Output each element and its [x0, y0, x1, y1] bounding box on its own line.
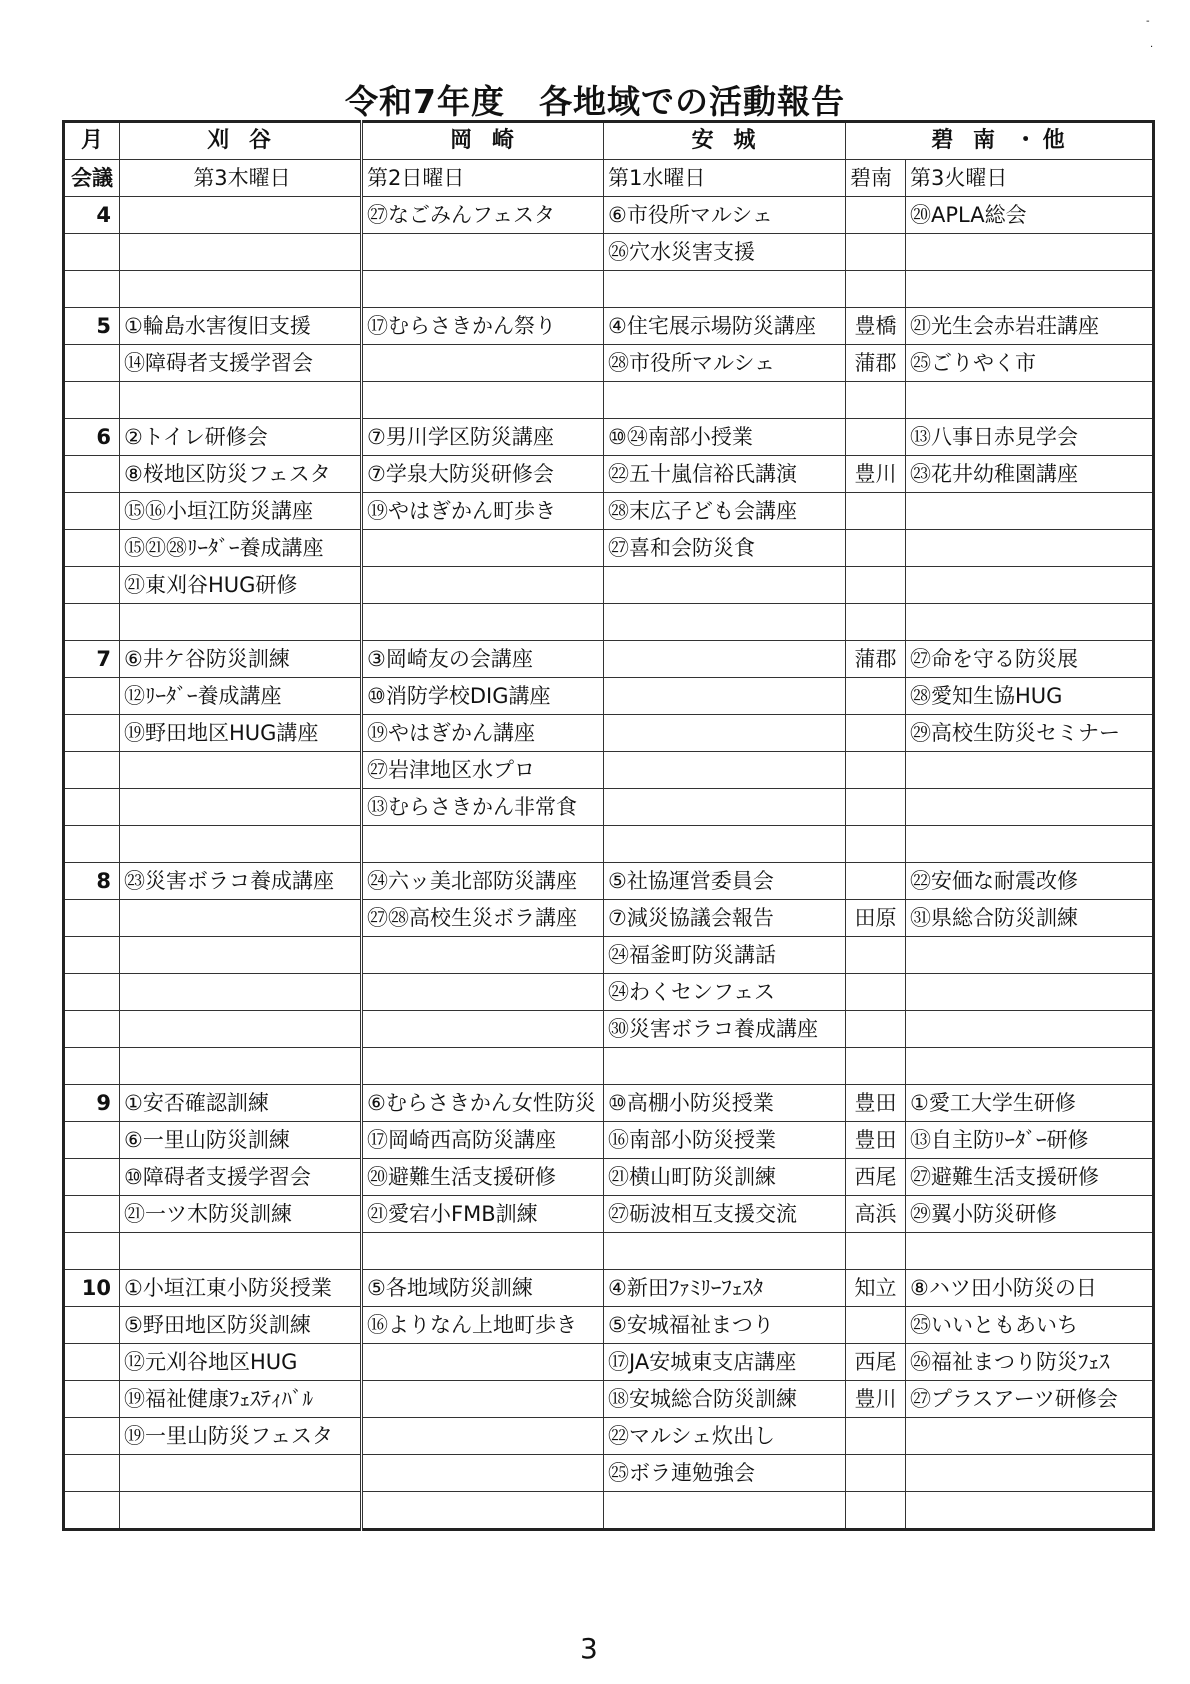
anjo-cell [604, 604, 846, 641]
other-area-cell [846, 1048, 906, 1085]
anjo-cell: ㉕ボラ連勉強会 [604, 1455, 846, 1492]
anjo-cell: ㉒マルシェ炊出し [604, 1418, 846, 1455]
anjo-cell [604, 789, 846, 826]
other-area-cell [846, 604, 906, 641]
kariya-cell: ⑩障碍者支援学習会 [120, 1159, 362, 1196]
kariya-cell: ⑫元刈谷地区HUG [120, 1344, 362, 1381]
month-cell: 7 [64, 641, 120, 678]
anjo-cell [604, 382, 846, 419]
month-cell [64, 1233, 120, 1270]
other-event-cell: ⑧ハツ田小防災の日 [906, 1270, 1154, 1307]
other-event-cell: ㉙翼小防災研修 [906, 1196, 1154, 1233]
other-area-cell: 西尾 [846, 1159, 906, 1196]
other-event-cell: ㉕ごりやく市 [906, 345, 1154, 382]
anjo-cell: ⑩高棚小防災授業 [604, 1085, 846, 1122]
month-cell [64, 752, 120, 789]
kariya-header: 刈 谷 [120, 122, 362, 160]
other-area-cell [846, 1307, 906, 1344]
table-row [64, 826, 1154, 863]
okazaki-cell [362, 604, 604, 641]
hekinan-header: 碧 南 ・他 [846, 122, 1154, 160]
anjo-meeting: 第1水曜日 [604, 160, 846, 197]
other-event-cell: ㉓花井幼稚園講座 [906, 456, 1154, 493]
other-area-cell [846, 1492, 906, 1530]
other-area-cell [846, 419, 906, 456]
month-cell [64, 234, 120, 271]
okazaki-cell [362, 234, 604, 271]
other-area-cell [846, 789, 906, 826]
other-area-cell: 高浜 [846, 1196, 906, 1233]
header-row [64, 122, 1154, 160]
table-row [64, 863, 1154, 900]
kariya-cell [120, 826, 362, 863]
kariya-cell: ⑭障碍者支援学習会 [120, 345, 362, 382]
other-event-cell [906, 752, 1154, 789]
anjo-header: 安 城 [604, 122, 846, 160]
okazaki-cell: ⑦男川学区防災講座 [362, 419, 604, 456]
other-event-cell: ⑬自主防ﾘｰﾀﾞｰ研修 [906, 1122, 1154, 1159]
okazaki-cell [362, 271, 604, 308]
anjo-cell: ㉔わくセンフェス [604, 974, 846, 1011]
other-event-cell: ①愛工大学生研修 [906, 1085, 1154, 1122]
other-event-cell [906, 1233, 1154, 1270]
month-cell: 8 [64, 863, 120, 900]
other-event-cell [906, 1455, 1154, 1492]
other-area-cell: 知立 [846, 1270, 906, 1307]
okazaki-cell [362, 1492, 604, 1530]
month-cell [64, 1048, 120, 1085]
page-title: 令和7年度 各地域での活動報告 [345, 82, 845, 121]
kariya-cell: ⑮㉑㉘ﾘｰﾀﾞｰ養成講座 [120, 530, 362, 567]
okazaki-cell [362, 1233, 604, 1270]
table-row [64, 345, 1154, 382]
kariya-cell [120, 752, 362, 789]
kariya-cell [120, 382, 362, 419]
other-area-cell: 豊田 [846, 1085, 906, 1122]
month-cell: 4 [64, 197, 120, 234]
month-cell [64, 1344, 120, 1381]
other-area-cell: 豊川 [846, 456, 906, 493]
other-event-cell [906, 789, 1154, 826]
anjo-cell: ㉔福釜町防災講話 [604, 937, 846, 974]
kariya-cell [120, 197, 362, 234]
month-cell [64, 1011, 120, 1048]
other-area-cell [846, 1011, 906, 1048]
okazaki-cell: ⑲やはぎかん町歩き [362, 493, 604, 530]
other-event-cell [906, 271, 1154, 308]
other-area-cell [846, 715, 906, 752]
other-event-cell [906, 530, 1154, 567]
other-meeting: 第3火曜日 [906, 160, 1154, 197]
okazaki-header: 岡 崎 [362, 122, 604, 160]
anjo-cell: ④新田ﾌｧﾐﾘｰﾌｪｽﾀ [604, 1270, 846, 1307]
other-area-cell: 蒲郡 [846, 641, 906, 678]
anjo-cell [604, 752, 846, 789]
kariya-cell [120, 974, 362, 1011]
other-area-cell [846, 826, 906, 863]
kariya-cell: ①輪島水害復旧支援 [120, 308, 362, 345]
okazaki-cell [362, 937, 604, 974]
kariya-meeting: 第3木曜日 [120, 160, 362, 197]
other-area-cell: 蒲郡 [846, 345, 906, 382]
other-area-cell [846, 1233, 906, 1270]
month-cell [64, 1122, 120, 1159]
other-area-cell: 田原 [846, 900, 906, 937]
table-row [64, 234, 1154, 271]
month-cell [64, 1492, 120, 1530]
table-row [64, 1011, 1154, 1048]
month-cell [64, 1418, 120, 1455]
other-event-cell: ㉗避難生活支援研修 [906, 1159, 1154, 1196]
other-area-cell [846, 567, 906, 604]
month-cell [64, 456, 120, 493]
anjo-cell [604, 678, 846, 715]
okazaki-cell: ⑥むらさきかん女性防災 [362, 1085, 604, 1122]
other-event-cell [906, 1048, 1154, 1085]
anjo-cell: ⑩㉔南部小授業 [604, 419, 846, 456]
other-area-cell [846, 234, 906, 271]
kariya-cell [120, 937, 362, 974]
okazaki-cell: ㉑愛宕小FMB訓練 [362, 1196, 604, 1233]
anjo-cell: ④住宅展示場防災講座 [604, 308, 846, 345]
kariya-cell: ①安否確認訓練 [120, 1085, 362, 1122]
okazaki-cell [362, 345, 604, 382]
kariya-cell: ⑥井ケ谷防災訓練 [120, 641, 362, 678]
anjo-cell [604, 1048, 846, 1085]
kariya-cell: ㉑東刈谷HUG研修 [120, 567, 362, 604]
anjo-cell: ㉘市役所マルシェ [604, 345, 846, 382]
page-number: 3 [580, 1632, 598, 1665]
other-event-cell: ㉛県総合防災訓練 [906, 900, 1154, 937]
kariya-cell: ⑧桜地区防災フェスタ [120, 456, 362, 493]
okazaki-cell: ⑩消防学校DIG講座 [362, 678, 604, 715]
other-event-cell [906, 604, 1154, 641]
anjo-cell: ㉑横山町防災訓練 [604, 1159, 846, 1196]
table-body [64, 122, 1154, 1530]
other-area-cell [846, 974, 906, 1011]
kariya-cell: ⑮⑯小垣江防災講座 [120, 493, 362, 530]
okazaki-cell: ⑰岡崎西高防災講座 [362, 1122, 604, 1159]
okazaki-cell [362, 382, 604, 419]
kariya-cell [120, 234, 362, 271]
other-event-cell [906, 1418, 1154, 1455]
month-cell [64, 1196, 120, 1233]
other-event-cell [906, 937, 1154, 974]
month-cell [64, 826, 120, 863]
anjo-cell: ㉚災害ボラコ養成講座 [604, 1011, 846, 1048]
kariya-cell [120, 604, 362, 641]
other-area-cell: 豊川 [846, 1381, 906, 1418]
scan-mark: - [1146, 16, 1150, 27]
table-row [64, 1048, 1154, 1085]
other-area-cell [846, 382, 906, 419]
month-cell [64, 678, 120, 715]
other-event-cell: ⑳APLA総会 [906, 197, 1154, 234]
table-row [64, 752, 1154, 789]
table-row [64, 567, 1154, 604]
kariya-cell: ⑫ﾘｰﾀﾞｰ養成講座 [120, 678, 362, 715]
anjo-cell [604, 641, 846, 678]
okazaki-cell: ㉔六ッ美北部防災講座 [362, 863, 604, 900]
kariya-cell [120, 1011, 362, 1048]
okazaki-cell: ㉗㉘高校生災ボラ講座 [362, 900, 604, 937]
other-event-cell: ⑬八事日赤見学会 [906, 419, 1154, 456]
table-row [64, 715, 1154, 752]
kariya-cell: ⑥一里山防災訓練 [120, 1122, 362, 1159]
other-event-cell [906, 567, 1154, 604]
table-row [64, 1085, 1154, 1122]
table-row [64, 1418, 1154, 1455]
kariya-cell: ⑲野田地区HUG講座 [120, 715, 362, 752]
kariya-cell [120, 1455, 362, 1492]
okazaki-cell: ⑰むらさきかん祭り [362, 308, 604, 345]
month-cell [64, 567, 120, 604]
anjo-cell [604, 1492, 846, 1530]
anjo-cell: ⑦減災協議会報告 [604, 900, 846, 937]
table-row [64, 1344, 1154, 1381]
okazaki-cell [362, 1455, 604, 1492]
table-row [64, 1492, 1154, 1530]
other-event-cell [906, 234, 1154, 271]
kariya-cell [120, 900, 362, 937]
month-cell [64, 1307, 120, 1344]
other-event-cell: ㉕いいともあいち [906, 1307, 1154, 1344]
kariya-cell [120, 271, 362, 308]
okazaki-cell: ⑳避難生活支援研修 [362, 1159, 604, 1196]
anjo-cell: ㉗喜和会防災食 [604, 530, 846, 567]
okazaki-cell [362, 567, 604, 604]
table-row [64, 530, 1154, 567]
table-row [64, 419, 1154, 456]
meeting-row [64, 160, 1154, 197]
table-row [64, 1233, 1154, 1270]
table-row [64, 271, 1154, 308]
other-event-cell: ㉗命を守る防災展 [906, 641, 1154, 678]
okazaki-cell: ⑦学泉大防災研修会 [362, 456, 604, 493]
month-cell [64, 937, 120, 974]
okazaki-cell: ⑯よりなん上地町歩き [362, 1307, 604, 1344]
other-area-cell: 豊橋 [846, 308, 906, 345]
table-row [64, 1270, 1154, 1307]
okazaki-cell: ⑤各地域防災訓練 [362, 1270, 604, 1307]
month-cell [64, 1381, 120, 1418]
anjo-cell: ㉒五十嵐信裕氏講演 [604, 456, 846, 493]
month-cell: 5 [64, 308, 120, 345]
other-event-cell [906, 382, 1154, 419]
month-cell [64, 900, 120, 937]
okazaki-cell [362, 1418, 604, 1455]
month-cell: 10 [64, 1270, 120, 1307]
other-area-cell: 豊田 [846, 1122, 906, 1159]
anjo-cell [604, 826, 846, 863]
other-event-cell [906, 1492, 1154, 1530]
other-area-cell [846, 271, 906, 308]
anjo-cell: ㉗砺波相互支援交流 [604, 1196, 846, 1233]
kariya-cell: ⑲一里山防災フェスタ [120, 1418, 362, 1455]
kariya-cell: ㉑一ツ木防災訓練 [120, 1196, 362, 1233]
month-cell [64, 493, 120, 530]
okazaki-cell: ③岡崎友の会講座 [362, 641, 604, 678]
other-event-cell: ㉖福祉まつり防災ﾌｪｽ [906, 1344, 1154, 1381]
other-event-cell [906, 974, 1154, 1011]
table-row [64, 1381, 1154, 1418]
kariya-cell [120, 1233, 362, 1270]
kariya-cell [120, 789, 362, 826]
other-event-cell: ㉒安価な耐震改修 [906, 863, 1154, 900]
okazaki-cell [362, 1344, 604, 1381]
month-cell [64, 271, 120, 308]
table-row [64, 900, 1154, 937]
other-event-cell [906, 1011, 1154, 1048]
anjo-cell [604, 1233, 846, 1270]
anjo-cell: ⑤社協運営委員会 [604, 863, 846, 900]
other-area-meeting: 碧南 [846, 160, 906, 197]
anjo-cell: ⑯南部小防災授業 [604, 1122, 846, 1159]
other-area-cell [846, 752, 906, 789]
anjo-cell: ⑰JA安城東支店講座 [604, 1344, 846, 1381]
month-cell [64, 715, 120, 752]
table-row [64, 604, 1154, 641]
anjo-cell: ⑥市役所マルシェ [604, 197, 846, 234]
month-cell: 9 [64, 1085, 120, 1122]
okazaki-cell: ㉗岩津地区水プロ [362, 752, 604, 789]
month-cell [64, 1455, 120, 1492]
table-row [64, 382, 1154, 419]
kariya-cell [120, 1048, 362, 1085]
table-row [64, 641, 1154, 678]
month-cell: 6 [64, 419, 120, 456]
other-event-cell: ㉙高校生防災セミナー [906, 715, 1154, 752]
meeting-label: 会議 [64, 160, 120, 197]
table-row [64, 308, 1154, 345]
other-area-cell [846, 937, 906, 974]
table-row [64, 456, 1154, 493]
month-cell [64, 382, 120, 419]
anjo-cell [604, 715, 846, 752]
okazaki-cell [362, 530, 604, 567]
activity-table [62, 120, 1155, 1531]
kariya-cell: ①小垣江東小防災授業 [120, 1270, 362, 1307]
anjo-cell [604, 567, 846, 604]
table-row [64, 1159, 1154, 1196]
other-area-cell [846, 1418, 906, 1455]
kariya-cell [120, 1492, 362, 1530]
anjo-cell: ⑱安城総合防災訓練 [604, 1381, 846, 1418]
okazaki-cell [362, 974, 604, 1011]
month-cell [64, 345, 120, 382]
okazaki-meeting: 第2日曜日 [362, 160, 604, 197]
month-cell [64, 789, 120, 826]
month-cell [64, 1159, 120, 1196]
kariya-cell: ⑲福祉健康ﾌｪｽﾃｨﾊﾞﾙ [120, 1381, 362, 1418]
kariya-cell: ②トイレ研修会 [120, 419, 362, 456]
month-cell [64, 530, 120, 567]
other-event-cell [906, 493, 1154, 530]
anjo-cell: ㉘末広子ども会講座 [604, 493, 846, 530]
kariya-cell: ⑤野田地区防災訓練 [120, 1307, 362, 1344]
table-row [64, 678, 1154, 715]
other-area-cell [846, 1455, 906, 1492]
anjo-cell: ㉖穴水災害支援 [604, 234, 846, 271]
table-row [64, 1307, 1154, 1344]
other-event-cell: ㉗プラスアーツ研修会 [906, 1381, 1154, 1418]
other-area-cell [846, 493, 906, 530]
table-row [64, 1455, 1154, 1492]
other-area-cell [846, 863, 906, 900]
other-area-cell [846, 530, 906, 567]
anjo-cell [604, 271, 846, 308]
table-row [64, 197, 1154, 234]
other-event-cell [906, 826, 1154, 863]
kariya-cell: ㉓災害ボラコ養成講座 [120, 863, 362, 900]
okazaki-cell: ㉗なごみんフェスタ [362, 197, 604, 234]
okazaki-cell [362, 826, 604, 863]
month-cell [64, 604, 120, 641]
okazaki-cell [362, 1011, 604, 1048]
table-row [64, 493, 1154, 530]
okazaki-cell [362, 1048, 604, 1085]
table-row [64, 937, 1154, 974]
month-header: 月 [64, 122, 120, 160]
table-row [64, 789, 1154, 826]
table-row [64, 1122, 1154, 1159]
other-area-cell: 西尾 [846, 1344, 906, 1381]
okazaki-cell [362, 1381, 604, 1418]
scan-mark: · [1150, 42, 1154, 53]
other-event-cell: ㉘愛知生協HUG [906, 678, 1154, 715]
anjo-cell: ⑤安城福祉まつり [604, 1307, 846, 1344]
table-row [64, 974, 1154, 1011]
other-event-cell: ㉑光生会赤岩荘講座 [906, 308, 1154, 345]
other-area-cell [846, 197, 906, 234]
okazaki-cell: ⑲やはぎかん講座 [362, 715, 604, 752]
okazaki-cell: ⑬むらさきかん非常食 [362, 789, 604, 826]
month-cell [64, 974, 120, 1011]
other-area-cell [846, 678, 906, 715]
table-row [64, 1196, 1154, 1233]
